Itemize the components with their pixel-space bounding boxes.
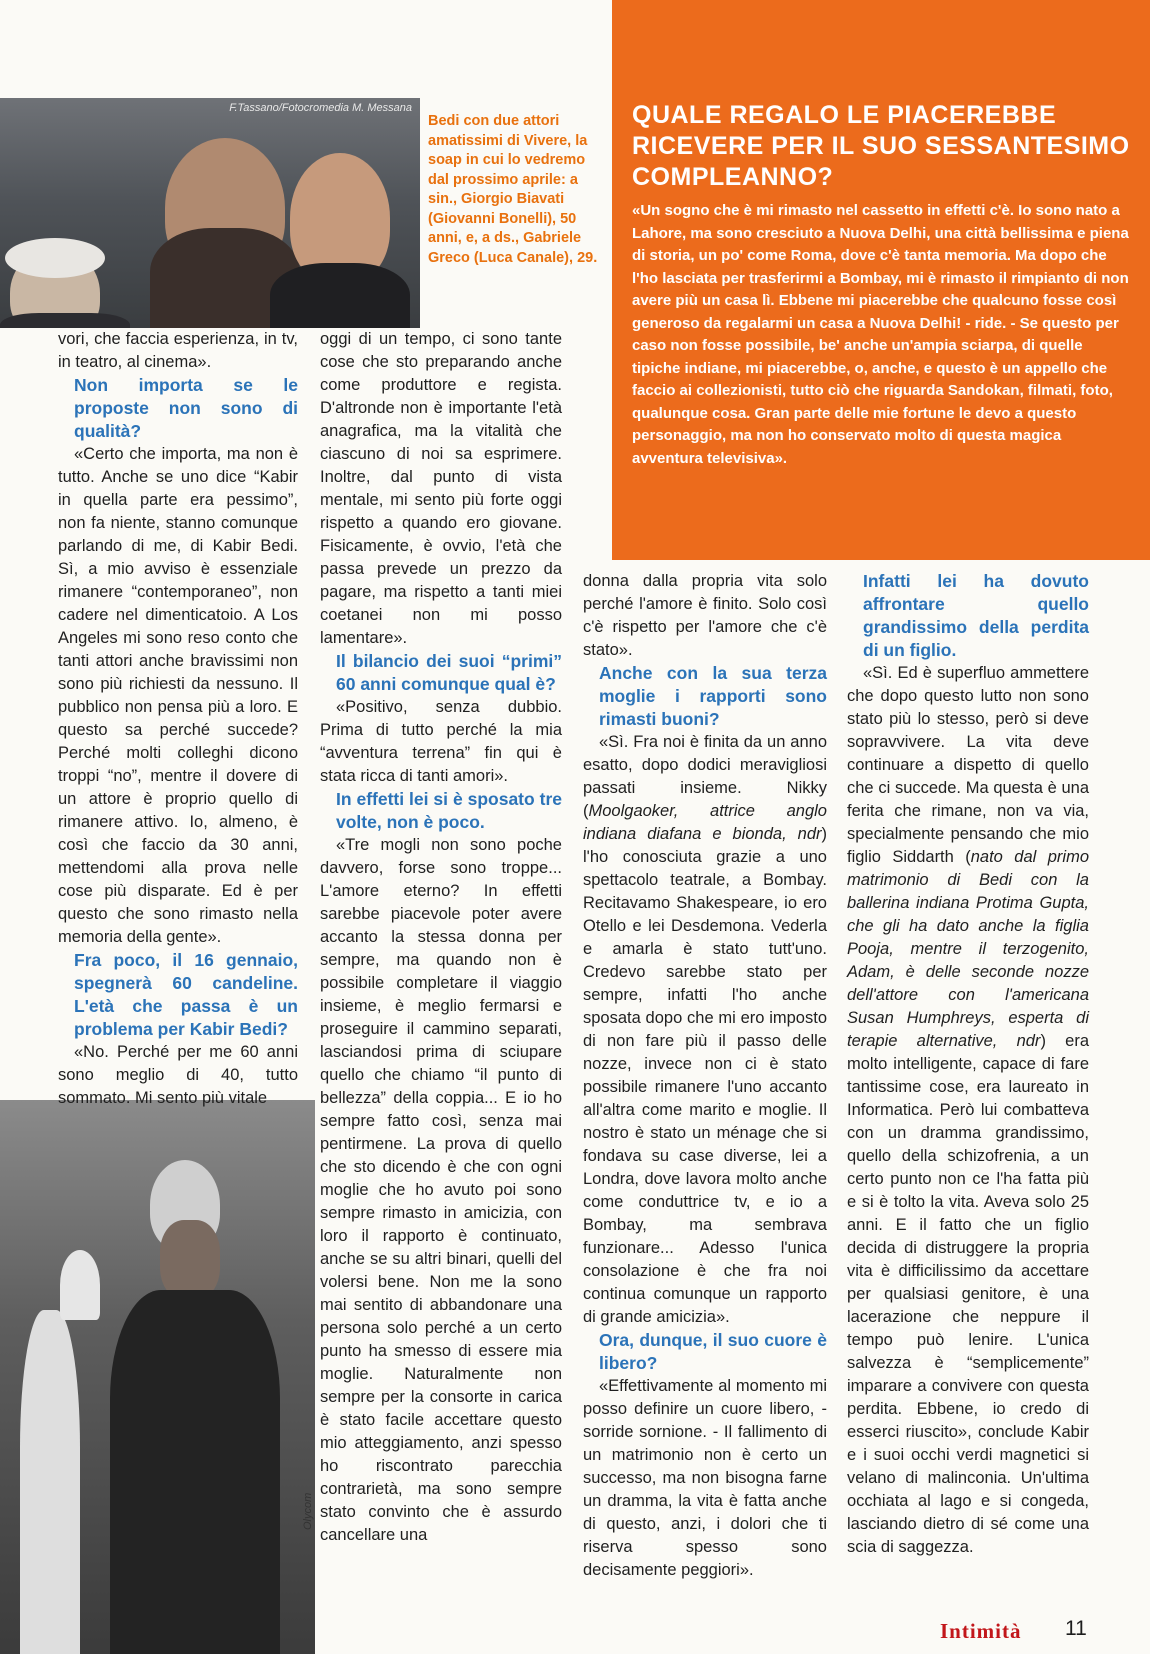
hat-left <box>60 1250 100 1320</box>
jacket-right <box>270 263 410 328</box>
photo-sandokan <box>0 1100 315 1654</box>
column-1 <box>58 328 298 1110</box>
box-title: QUALE REGALO LE PIACEREBBE RICEVERE PER IL SUO SESSANTESIMO COMPLEANNO? <box>632 101 1130 191</box>
col1-para-2: «Certo che importa, ma non è tutto. Anche se uno dice “Kabir in quella parte era pessimo”, non fa niente, stanno comunque parlando di me, di Kabir Bedi. Sì, a mio avviso è essenziale rimanere “contemporaneo”, non cadere nel dimenticatoio. A Los Angeles mi sono reso conto che tanti attori anche bravissimi non sono più richiesti da nessuno. Il pubblico non pensa più a loro. E questo sa perché succede? Perché molti colleghi dicono troppi “no”, mentre il dovere di un attore è proprio quello di rimanere attivo. Io, almeno, è così che faccio da 30 anni, mettendomi alla prova nelle cose più disparate. Ed è per questo che sono rimasto nella memoria della gente». <box>58 445 298 946</box>
col3-para-3: «Effettivamente al momento mi posso definire un cuore libero, - sorride sornione. - Il fallimento di un matrimonio non è certo un successo, ma non bisogna farne un dramma, la vita è fatta anche di questo, anzi, i dolori che ti riserva spesso sono decisamente peggiori». <box>583 1377 827 1579</box>
col4-para-1-b: ) era molto intelligente, capace di fare tantissime cose, era laureato in Informatica. Però lui combatteva con un dramma grandissimo, quello della schizofrenia, a un certo punto non ce l'ha fatta più e si è tolto la vita. Aveva solo 25 anni. E il fatto che un figlio decida di distruggere la propria vita è difficilissimo da accettare per qualsiasi genitore, è una lacerazione che neppure il tempo può lenire. L'unica salvezza è “semplicemente” imparare a convivere con questa perdita. Ebbene, io credo di esserci riuscito», conclude Kabir e i suoi occhi verdi magnetici si velano di malinconia. Un'ultima occhiata al lago e si congeda, lasciando dietro di sé come una scia di saggezza. <box>847 1032 1089 1556</box>
column-3 <box>583 570 827 1582</box>
photo-actors <box>0 98 420 328</box>
column-2 <box>320 328 562 1547</box>
hair-left <box>5 238 105 278</box>
highlight-box <box>612 0 1150 560</box>
col3-para-2 <box>583 731 827 1329</box>
col1-question-1: Non importa se le proposte non sono di qualità? <box>74 375 298 441</box>
col2-para-2: «Positivo, senza dubbio. Prima di tutto perché la mia “avventura terrena” fin qui è stata ricca di tanti amori». <box>320 698 562 785</box>
col2-question-1: Il bilancio dei suoi “primi” 60 anni comunque qual è? <box>336 651 562 694</box>
col1-question-2: Fra poco, il 16 gennaio, spegnerà 60 candeline. L'età che passa è un problema per Kabir Bedi? <box>74 950 298 1039</box>
col1-para-3: «No. Perché per me 60 anni sono meglio di 40, tutto sommato. Mi sento più vitale <box>58 1043 298 1107</box>
photo-credit-bottom: Olycom <box>302 1492 314 1530</box>
col3-para-2-aside: Moolgaoker, attrice anglo indiana diafana e bionda, ndr <box>583 802 827 843</box>
col4-question-1: Infatti lei ha dovuto affrontare quello grandissimo della perdita di un figlio. <box>863 571 1089 660</box>
col3-question-2: Ora, dunque, il suo cuore è libero? <box>599 1330 827 1373</box>
col1-para-1: vori, che faccia esperienza, in tv, in teatro, al cinema». <box>58 330 298 371</box>
col2-para-1: oggi di un tempo, ci sono tante cose che sto preparando anche come produttore e regista. D'altronde non è importante l'età anagrafica, ma la vitalità che ciascuno di noi sa esprimere. Inoltre, dal punto di vista mentale, mi sento più forte oggi rispetto a quando ero giovane. Fisicamente, è ovvio, l'età che passa prevede un prezzo da pagare, ma rispetto a tanti miei coetanei non mi posso lamentare». <box>320 330 562 647</box>
col3-question-1: Anche con la sua terza moglie i rapporti sono rimasti buoni? <box>599 663 827 729</box>
col4-para-1-a: «Sì. Ed è superfluo ammettere che dopo questo lutto non sono stato più lo stesso, però si deve sopravvivere. La vita deve continuare a dispetto di quello che ci succede. Ma questa è una ferita che rimane, non va via, specialmente pensando che mio figlio Siddarth ( <box>847 664 1089 866</box>
col3-para-2-a: «Sì. Fra noi è finita da un anno esatto, dopo dodici meravigliosi passati insieme. Nikky ( <box>583 733 827 820</box>
col3-para-1: donna dalla propria vita solo perché l'amore è finito. Solo così c'è rispetto per l'amore che c'è stato». <box>583 572 827 659</box>
col2-para-3: «Tre mogli non sono poche davvero, forse sono troppe... L'amore eterno? In effetti sarebbe piacevole poter avere accanto la stessa donna per sempre, ma quando non è possibile completare il viaggio insieme, è meglio fermarsi e proseguire il cammino separati, lasciandosi prima di sciupare quello che chiamo “il punto di bellezza” della coppia... E io ho sempre fatto così, senza mai pentirmene. La prova di quello che sto dicendo è che con ogni moglie che ho avuto poi sono sempre rimasto in amicizia, con loro il rapporto è continuato, anche se su altri binari, quelli del volersi bene. Non me la sono mai sentito di abbandonare una persona solo perché a un certo punto ha smesso di essere mia moglie. Naturalmente non sempre per la consorte in carica è stato facile accettare questo mio atteggiamento, anzi spesso ho riscontrato parecchia contrarietà, ma sono sempre stato convinto che è assurdo cancellare una <box>320 836 562 1544</box>
figure-left <box>20 1310 80 1654</box>
col4-para-1-aside: nato dal primo matrimonio di Bedi con la ballerina indiana Protima Gupta, che gli ha dato anche la figlia Pooja, mentre il terzogenito, Adam, è delle seconde nozze dell'attore con l'americana Susan Humphreys, esperta di terapie alternative, ndr <box>847 848 1089 1050</box>
box-text: «Un sogno che è mi rimasto nel cassetto in effetti c'è. Io sono nato a Lahore, ma sono cresciuto a Nuova Delhi, una città bellissima e piena di storia, un po' come Roma, dove c'è tanta memoria. Ma dopo che l'ho lasciata per trasferirmi a Bombay, mi è rimasto il rimpianto di non avere più un casa lì. Ebbene mi piacerebbe che qualcuno fosse così generoso da regalarmi un casa a Nuova Delhi! - ride. - Se questo per caso non fosse possibile, be' anche un'ampia sciarpa, di quelle tipiche indiane, mi piacerebbe, o, anche, e questo è un appello che faccio ai collezionisti, tutto ciò che riguarda Sandokan, filmati, foto, qualunque cosa. Gran parte delle mie fortune le devo a questo personaggio, ma non ho conservato molto di questa magica avventura televisiva». <box>632 202 1129 467</box>
col3-para-2-b: ) l'ho conosciuta grazie a uno spettacolo teatrale, a Bombay. Recitavamo Shakespeare, io ero Otello e lei Desdemona. Vederla e amarla è stato tutt'uno. Credevo sarebbe stato per sempre, infatti l'ho anche sposata dopo che mi ero imposto di non fare più il passo delle nozze, invece non ci è stato possibile rimanere l'uno accanto all'altra come marito e moglie. Il nostro è stato un ménage che si fondava su case diverse, lei a Londra, dove lavora molto anche come conduttrice tv, e io a Bombay, ma sembrava funzionare... Adesso l'unica consolazione è che fra noi continua comunque un rapporto di grande amicizia». <box>583 825 827 1326</box>
photo-caption: Bedi con due attori amatissimi di Vivere, la soap in cui lo vedremo dal prossimo aprile: a sin., Giorgio Biavati (Giovanni Bonelli), 50 anni, e, a ds., Gabriele Greco (Luca Canale), 29. <box>428 113 598 266</box>
jacket-left <box>0 313 130 328</box>
col2-question-2: In effetti lei si è sposato tre volte, non è poco. <box>336 789 562 832</box>
photo-credit-top: F.Tassano/Fotocromedia M. Messana <box>229 102 412 114</box>
costume <box>110 1290 280 1654</box>
magazine-name: Intimità <box>940 1619 1022 1643</box>
page-number: 11 <box>1065 1617 1087 1640</box>
col4-para-1 <box>847 662 1089 1559</box>
column-4 <box>847 570 1089 1559</box>
face <box>160 1220 220 1300</box>
